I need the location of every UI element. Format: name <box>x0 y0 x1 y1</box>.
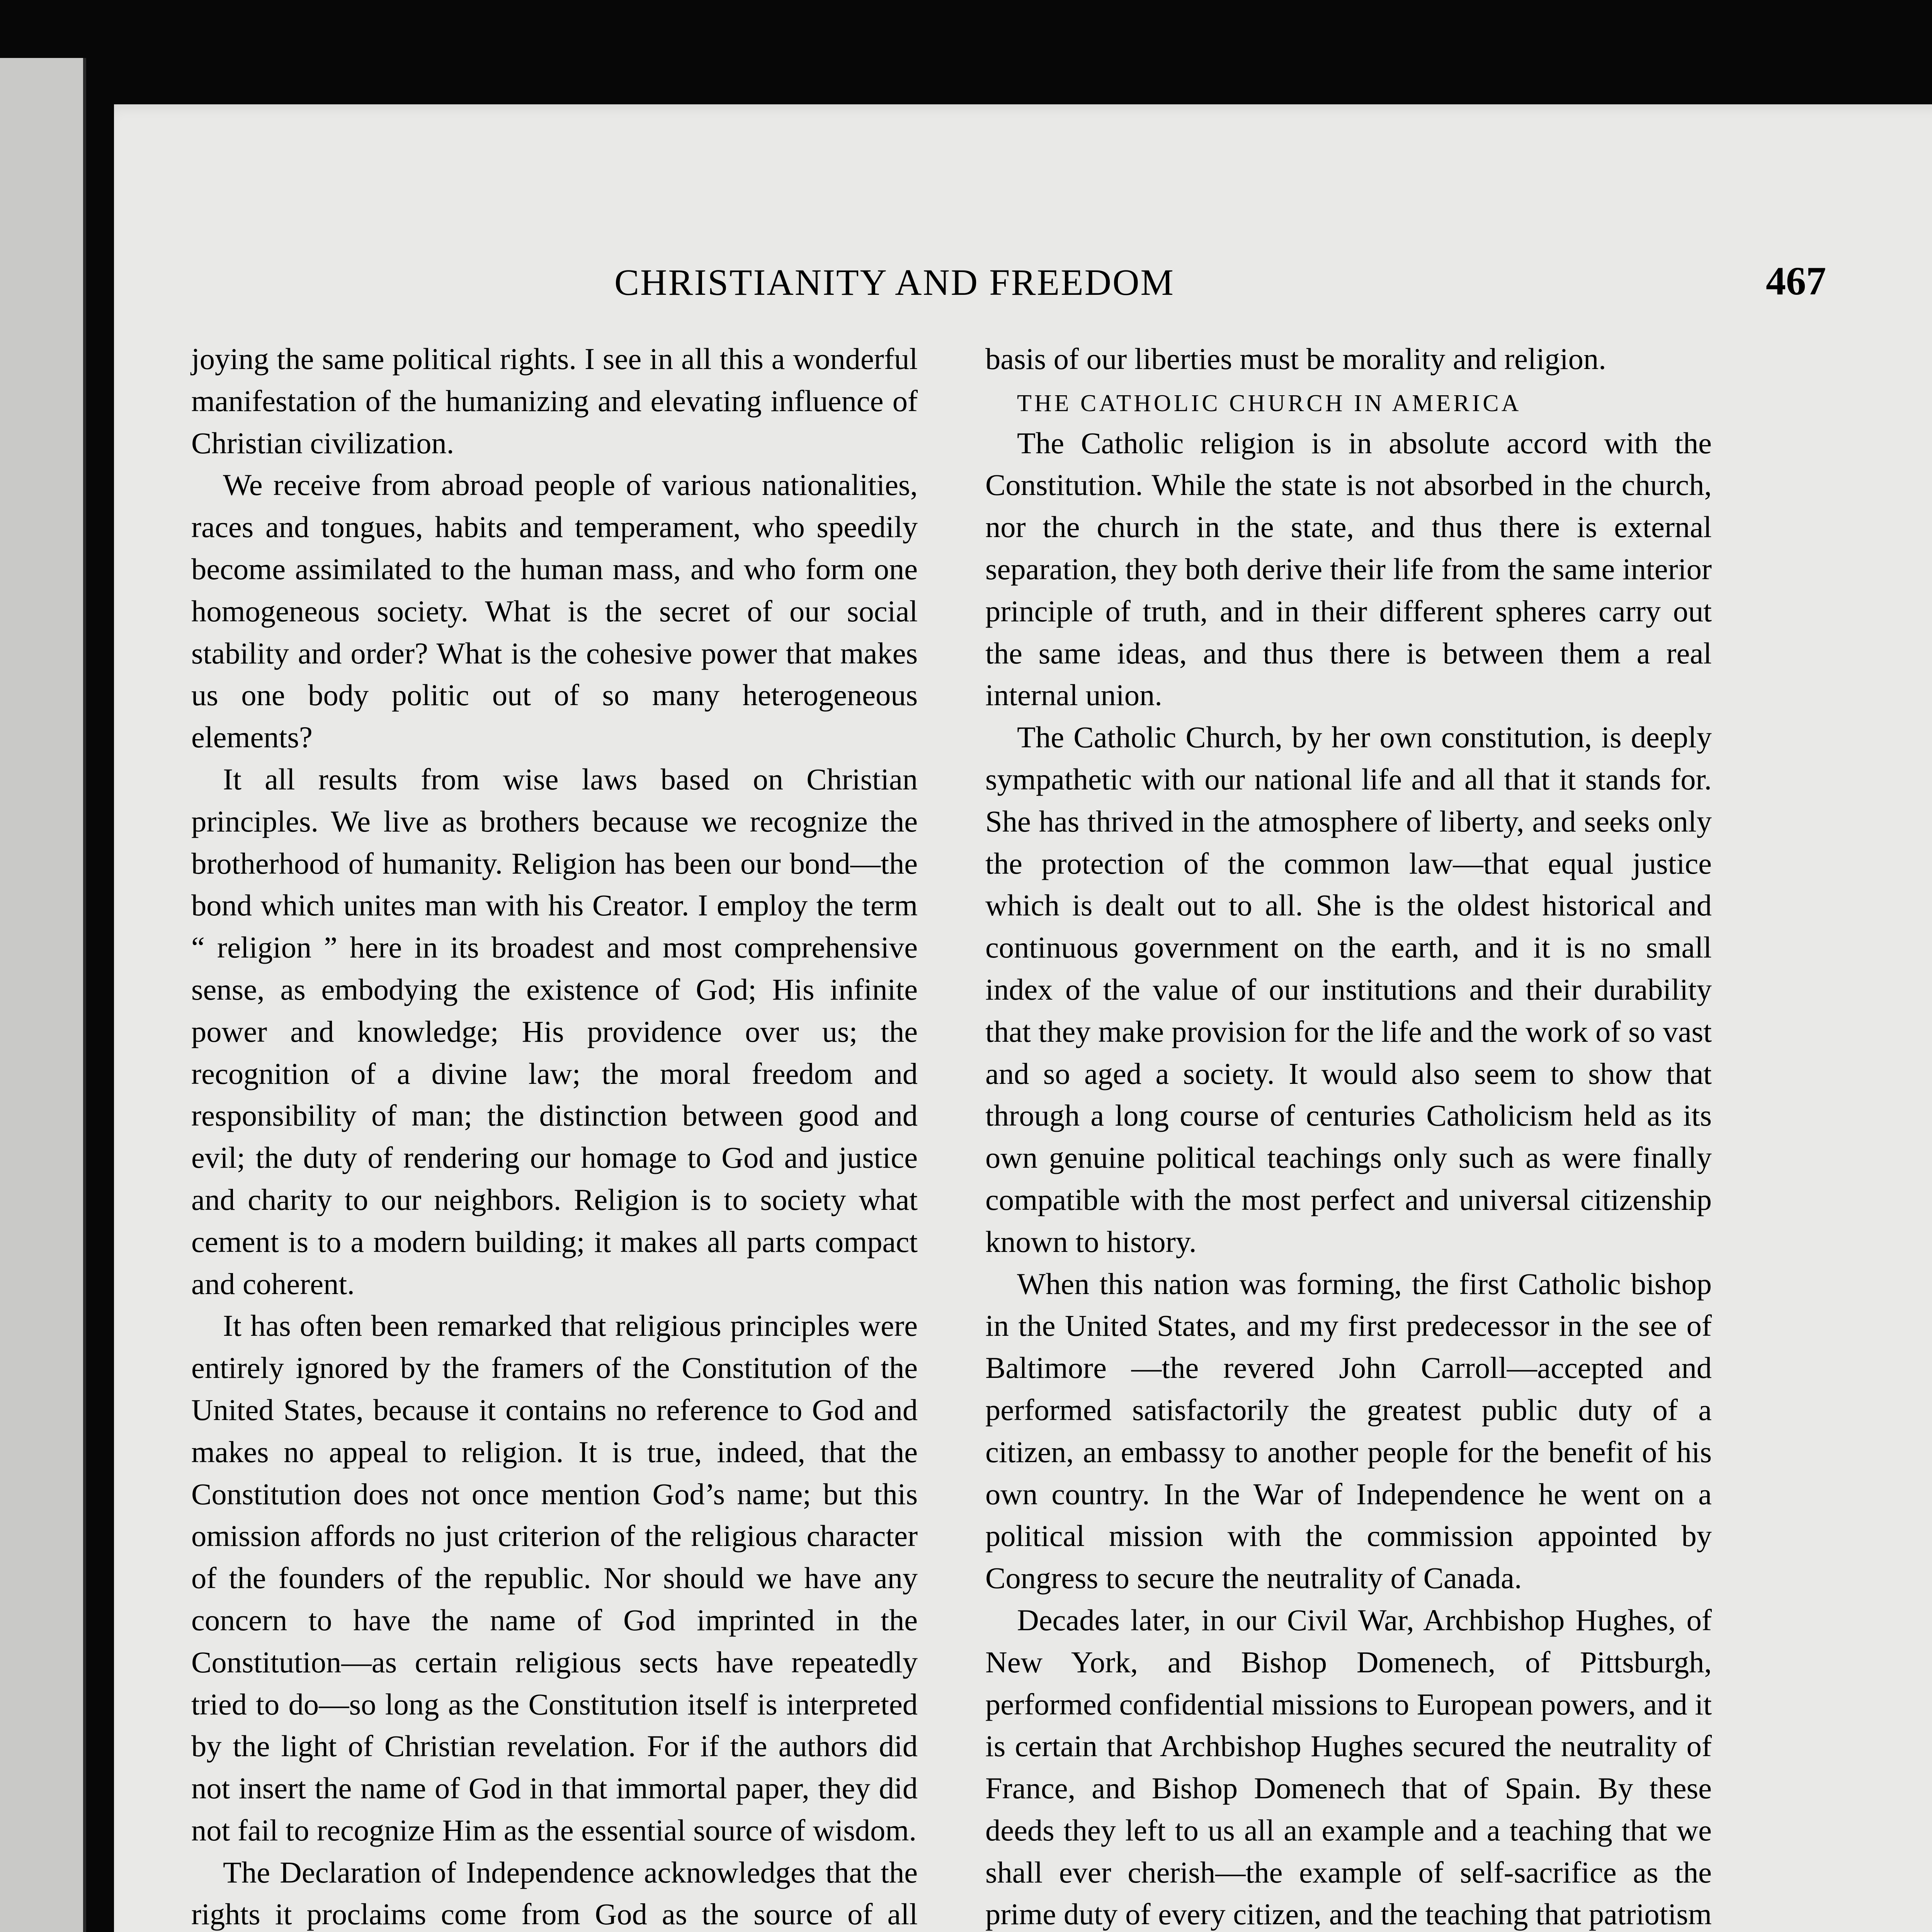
section-heading: THE CATHOLIC CHURCH IN AMERICA <box>1017 390 1522 417</box>
paragraph: It all results from wise laws based on Christian principles. We live as brothers because we recognize the brotherhood of humanity. Religion has been our bond—the bond which unites man with his Creator. I employ the term “ religion ” here in its broadest and most comprehensive sense, as embodying the existence of God; His infinite power and knowledge; His providence over us; the recognition of a divine law; the moral freedom and responsibility of man; the distinction between good and evil; the duty of rendering our homage to God and justice and charity to our neighbors. Religion is to society what cement is to a modern building; it makes all parts compact and coherent. <box>191 762 918 1301</box>
paragraph: When this nation was forming, the first Catholic bishop in the United States, and my first predecessor in the see of Baltimore —the revered John Carroll—accepted and performed satisfactorily the greatest public duty of a citizen, an embassy to another people for the benefit of his own country. In the War of Independence he went on a political mission with the commission appointed by Congress to secure the neutrality of Canada. <box>985 1267 1712 1595</box>
paragraph: It has often been remarked that religious principles were entirely ignored by the framers of the Constitution of the United States, because it contains no reference to God and makes no appeal to religion. It is true, indeed, that the Constitution does not once mention God’s name; but this omission affords no just criterion of the religious character of the founders of the republic. Nor should we have any concern to have the name of God imprinted in the Constitution—as certain religious sects have repeatedly tried to do—so long as the Constitution itself is interpreted by the light of Christian revelation. For if the authors did not insert the name of God in that immortal paper, they did not fail to recognize Him as the essential source of wisdom. <box>191 1309 918 1847</box>
right-column <box>985 338 1712 1932</box>
page-number: 467 <box>1766 259 1826 303</box>
paragraph: The Declaration of Independence acknowledges that the rights it proclaims come from God as the source of all <box>191 1855 918 1931</box>
paragraph: The Catholic religion is in absolute accord with the Constitution. While the state is not absorbed in the church, nor the church in the state, and thus there is external separation, they both derive their life from the same interior principle of truth, and in their different spheres carry out the same ideas, and thus there is between them a real internal union. <box>985 426 1712 712</box>
paragraph: We receive from abroad people of various nationalities, races and tongues, habits and temperament, who speedily become assimilated to the human mass, and who form one homogeneous society. What is the secret of our social stability and order? What is the cohesive power that makes us one body politic out of so many heterogeneous elements? <box>191 468 918 754</box>
previous-page-edge <box>0 58 86 1932</box>
paragraph: Decades later, in our Civil War, Archbishop Hughes, of New York, and Bishop Domenech, of Pittsburgh, performed confidential missions to European powers, and it is certain that Archbishop Hughes secured the neutrality of France, and Bishop Domenech that of Spain. By these deeds they left to us all an example and a teaching that we shall ever cherish—the example of self-sacrifice as the prime duty of every citizen, and the teaching that patriotism <box>985 1603 1712 1931</box>
left-column <box>191 338 918 1932</box>
paragraph: joying the same political rights. I see in all this a wonderful manifestation of the humanizing and elevating influence of Christian civilization. <box>191 342 918 460</box>
paragraph: basis of our liberties must be morality and religion. <box>985 342 1606 376</box>
paragraph: The Catholic Church, by her own constitution, is deeply sympathetic with our national life and all that it stands for. She has thrived in the atmosphere of liberty, and seeks only the protection of the common law—that equal justice which is dealt out to all. She is the oldest historical and continuous government on the earth, and it is no small index of the value of our institutions and their durability that they make provision for the life and the work of so vast and so aged a society. It would also seem to show that through a long course of centuries Catholicism held as its own genuine political teachings only such as were finally compatible with the most perfect and universal citizenship known to history. <box>985 720 1712 1259</box>
running-head: CHRISTIANITY AND FREEDOM <box>614 262 1175 303</box>
